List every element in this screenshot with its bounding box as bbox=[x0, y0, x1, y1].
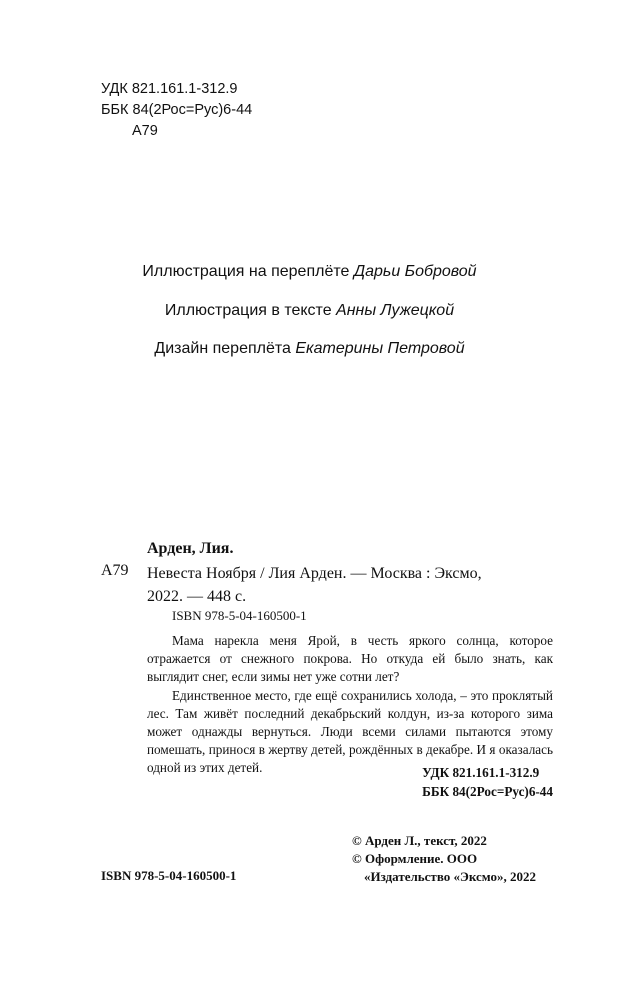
top-classification-codes bbox=[101, 79, 252, 142]
record-isbn: ISBN 978-5-04-160500-1 bbox=[172, 608, 307, 623]
bottom-bbk-code: ББК 84(2Рос=Рус)6-44 bbox=[422, 784, 553, 799]
credit-cover-design bbox=[0, 340, 619, 358]
top-bbk-code: ББК 84(2Рос=Рус)6-44 bbox=[101, 102, 253, 118]
record-title-line-1: Невеста Ноября / Лия Арден. — Москва : Эксмо, bbox=[147, 565, 482, 582]
credit-text-illustration-name: Анны Лужецкой bbox=[336, 302, 455, 319]
top-author-mark: А79 bbox=[132, 123, 158, 139]
annotation bbox=[147, 632, 553, 778]
record-title bbox=[147, 562, 482, 608]
credit-cover-design-label: Дизайн переплёта bbox=[154, 340, 296, 357]
bottom-classification-codes bbox=[422, 763, 553, 801]
top-udk-code: УДК 821.161.1-312.9 bbox=[101, 81, 238, 97]
credit-cover-illustration-label: Иллюстрация на переплёте bbox=[142, 263, 354, 280]
credit-cover-illustration-name: Дарьи Бобровой bbox=[353, 263, 477, 280]
bottom-udk-code: УДК 821.161.1-312.9 bbox=[422, 765, 540, 780]
annotation-paragraph-2: Единственное место, где ещё сохранились холода, – это проклятый лес. Там живёт последний декабрьский колдун, из-за которого зима может однажды вернуться. Люди всеми силами пытаются этому помешать, принося в жертву детей, рождённых в декабре. И я оказалась одной из этих детей. bbox=[147, 687, 553, 776]
copyright-design: © Оформление. ООО bbox=[352, 851, 478, 866]
credit-cover-design-name: Екатерины Петровой bbox=[295, 340, 465, 357]
bottom-isbn: ISBN 978-5-04-160500-1 bbox=[101, 868, 237, 883]
copyright-block bbox=[352, 832, 536, 886]
credit-text-illustration bbox=[0, 302, 619, 320]
copyright-publisher: «Издательство «Эксмо», 2022 bbox=[364, 869, 536, 884]
record-author: Арден, Лия. bbox=[147, 540, 234, 557]
annotation-paragraph-1: Мама нарекла меня Ярой, в честь яркого солнца, которое отражается от снежного покрова. Но откуда ей было знать, как выглядит снег, если зимы нет уже сотни лет? bbox=[147, 633, 553, 685]
credit-cover-illustration bbox=[0, 263, 619, 281]
record-author-mark: А79 bbox=[101, 562, 129, 579]
copyright-text: © Арден Л., текст, 2022 bbox=[352, 833, 487, 848]
record-title-line-2: 2022. — 448 с. bbox=[147, 588, 247, 605]
credit-text-illustration-label: Иллюстрация в тексте bbox=[164, 302, 337, 319]
